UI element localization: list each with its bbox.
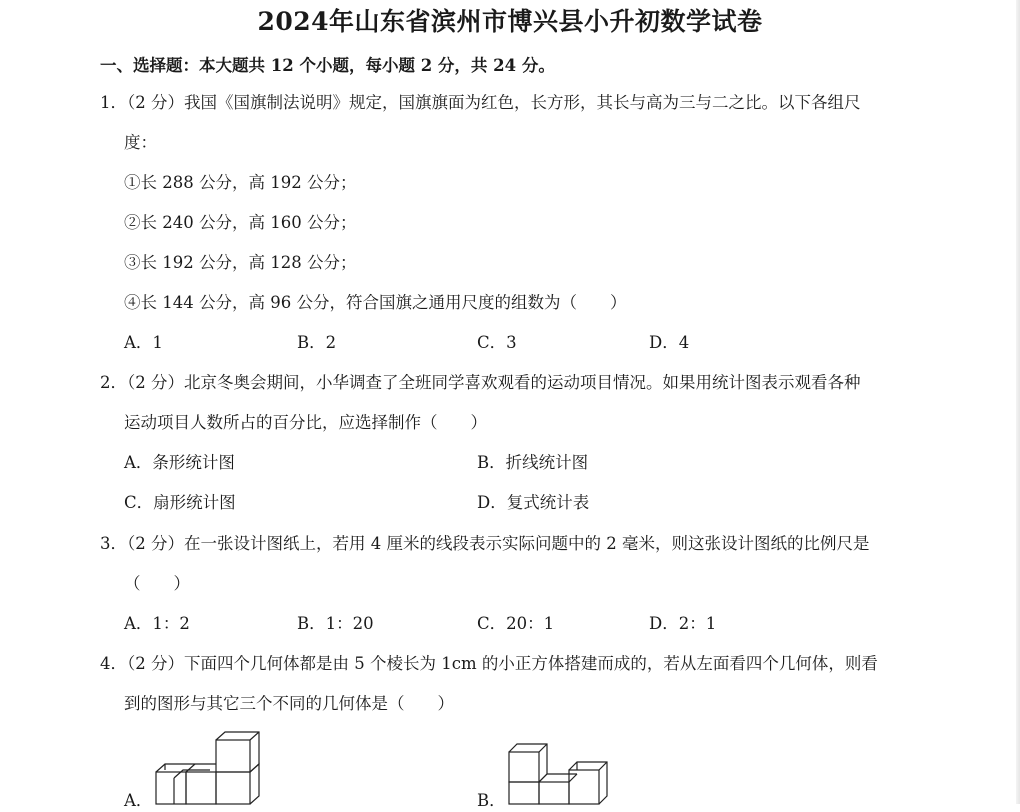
question-2-stem-cont: 运动项目人数所占的百分比，应选择制作（ ） bbox=[124, 413, 487, 432]
question-2-option-a: A．条形统计图 bbox=[124, 453, 235, 472]
section-heading: 一、选择题：本大题共 12 个小题，每小题 2 分，共 24 分。 bbox=[100, 56, 555, 75]
question-2-option-b: B．折线统计图 bbox=[477, 453, 589, 472]
question-2-option-d: D．复式统计表 bbox=[477, 493, 590, 512]
cube-figure-a bbox=[150, 732, 260, 804]
question-1-item-2: ②长 240 公分，高 160 公分； bbox=[124, 213, 357, 232]
question-1-stem-cont: 度： bbox=[124, 133, 157, 152]
question-2-stem: 2．（2 分）北京冬奥会期间，小华调查了全班同学喜欢观看的运动项目情况。如果用统计图表示观看各种 bbox=[100, 373, 861, 392]
page-edge-shadow bbox=[1016, 0, 1020, 804]
question-1-option-c: C．3 bbox=[477, 333, 517, 352]
question-4-stem-cont: 到的图形与其它三个不同的几何体是（ ） bbox=[124, 694, 454, 713]
figure-a-label: A． bbox=[124, 791, 153, 810]
question-3-option-b: B．1：20 bbox=[297, 614, 374, 633]
question-1-item-1: ①长 288 公分，高 192 公分； bbox=[124, 173, 357, 192]
question-3-option-c: C．20：1 bbox=[477, 614, 555, 633]
question-1-item-4: ④长 144 公分，高 96 公分，符合国旗之通用尺度的组数为（ ） bbox=[124, 293, 627, 312]
question-2-option-c: C．扇形统计图 bbox=[124, 493, 236, 512]
question-4-stem: 4．（2 分）下面四个几何体都是由 5 个棱长为 1cm 的小正方体搭建而成的，若从左面看四个几何体，则看 bbox=[100, 654, 878, 673]
question-1-stem: 1．（2 分）我国《国旗制法说明》规定，国旗旗面为红色，长方形，其长与高为三与二之比。以下各组尺 bbox=[100, 93, 861, 112]
question-3-option-a: A．1：2 bbox=[124, 614, 190, 633]
cube-figure-b bbox=[503, 744, 615, 804]
question-1-item-3: ③长 192 公分，高 128 公分； bbox=[124, 253, 357, 272]
question-1-option-b: B．2 bbox=[297, 333, 337, 352]
question-3-stem-cont: （ ） bbox=[124, 574, 190, 593]
page-title: 2024年山东省滨州市博兴县小升初数学试卷 bbox=[257, 7, 763, 36]
question-1-option-d: D．4 bbox=[649, 333, 690, 352]
figure-b-label: B． bbox=[477, 791, 506, 810]
question-3-stem: 3．（2 分）在一张设计图纸上，若用 4 厘米的线段表示实际问题中的 2 毫米，则这张设计图纸的比例尺是 bbox=[100, 534, 870, 553]
question-1-option-a: A．1 bbox=[124, 333, 163, 352]
question-3-option-d: D．2：1 bbox=[649, 614, 717, 633]
